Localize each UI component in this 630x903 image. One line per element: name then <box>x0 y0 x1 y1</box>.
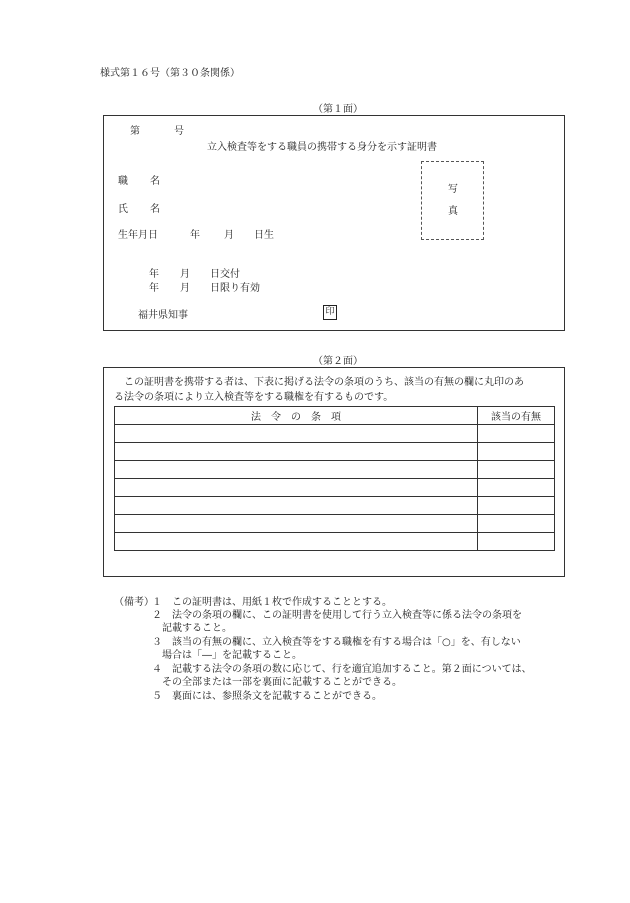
valid-year: 年 <box>149 283 159 294</box>
form-title: 様式第１６号（第３０条関係） <box>100 68 240 79</box>
issuer: 福井県知事 <box>138 310 188 321</box>
note-line-6: ４ 記載する法令の条項の数に応じて、行を適宜追加すること。第２面については、 <box>152 664 532 675</box>
table-header-row <box>115 407 555 425</box>
law-cell <box>115 533 478 551</box>
note-line-3: 記載すること。 <box>162 623 232 634</box>
applicable-cell <box>478 515 555 533</box>
intro-line-2: る法令の条項により立入検査等をする職権を有するものです。 <box>114 392 394 403</box>
page2-heading: （第２面） <box>313 356 363 367</box>
applicable-cell <box>478 425 555 443</box>
page1-heading: （第１面） <box>313 104 363 115</box>
law-cell <box>115 515 478 533</box>
table-row <box>115 533 555 551</box>
table-row <box>115 515 555 533</box>
table-row <box>115 425 555 443</box>
note-line-1: １ この証明書は、用紙１枚で作成することとする。 <box>152 597 392 608</box>
number-prefix: 第 <box>130 126 140 137</box>
birth-month: 月 <box>224 230 234 241</box>
seal-stamp: 印 <box>323 305 337 320</box>
birth-year: 年 <box>190 230 200 241</box>
note-line-7: その全部または一部を裏面に記載することができる。 <box>162 677 402 688</box>
col-law-header: 法 令 の 条 項 <box>115 407 478 425</box>
issue-year: 年 <box>149 269 159 280</box>
name-label-2: 名 <box>150 204 160 215</box>
law-table <box>114 406 555 551</box>
applicable-cell <box>478 497 555 515</box>
note-line-2: ２ 法令の条項の欄に、この証明書を使用して行う立入検査等に係る法令の条項を <box>152 610 522 621</box>
notes-label: （備考） <box>114 597 154 608</box>
valid-day: 日限り有効 <box>210 283 260 294</box>
number-suffix: 号 <box>174 126 184 137</box>
certificate-front <box>103 115 565 331</box>
certificate-title: 立入検査等をする職員の携帯する身分を示す証明書 <box>207 142 437 153</box>
intro-line-1: この証明書を携帯する者は、下表に掲げる法令の条項のうち、該当の有無の欄に丸印のあ <box>124 377 524 388</box>
applicable-cell <box>478 443 555 461</box>
applicable-cell <box>478 461 555 479</box>
note-line-5: 場合は「―」を記載すること。 <box>162 650 302 661</box>
photo-label-2: 真 <box>448 206 458 217</box>
law-cell <box>115 497 478 515</box>
col-applicable-header: 該当の有無 <box>478 407 555 425</box>
valid-month: 月 <box>180 283 190 294</box>
issue-day: 日交付 <box>210 269 240 280</box>
note-line-4: ３ 該当の有無の欄に、立入検査等をする職権を有する場合は「○」を、有しない <box>152 637 521 648</box>
birth-day: 日生 <box>254 230 274 241</box>
certificate-back <box>103 367 565 577</box>
law-cell <box>115 425 478 443</box>
position-label-2: 名 <box>150 176 160 187</box>
law-cell <box>115 479 478 497</box>
photo-box <box>421 161 484 240</box>
birth-label: 生年月日 <box>118 230 158 241</box>
table-row <box>115 443 555 461</box>
table-row <box>115 497 555 515</box>
applicable-cell <box>478 533 555 551</box>
applicable-cell <box>478 479 555 497</box>
name-label-1: 氏 <box>118 204 128 215</box>
law-cell <box>115 461 478 479</box>
position-label-1: 職 <box>118 176 128 187</box>
law-cell <box>115 443 478 461</box>
table-row <box>115 479 555 497</box>
note-line-8: ５ 裏面には、参照条文を記載することができる。 <box>152 691 382 702</box>
photo-label-1: 写 <box>448 184 458 195</box>
issue-month: 月 <box>180 269 190 280</box>
table-row <box>115 461 555 479</box>
